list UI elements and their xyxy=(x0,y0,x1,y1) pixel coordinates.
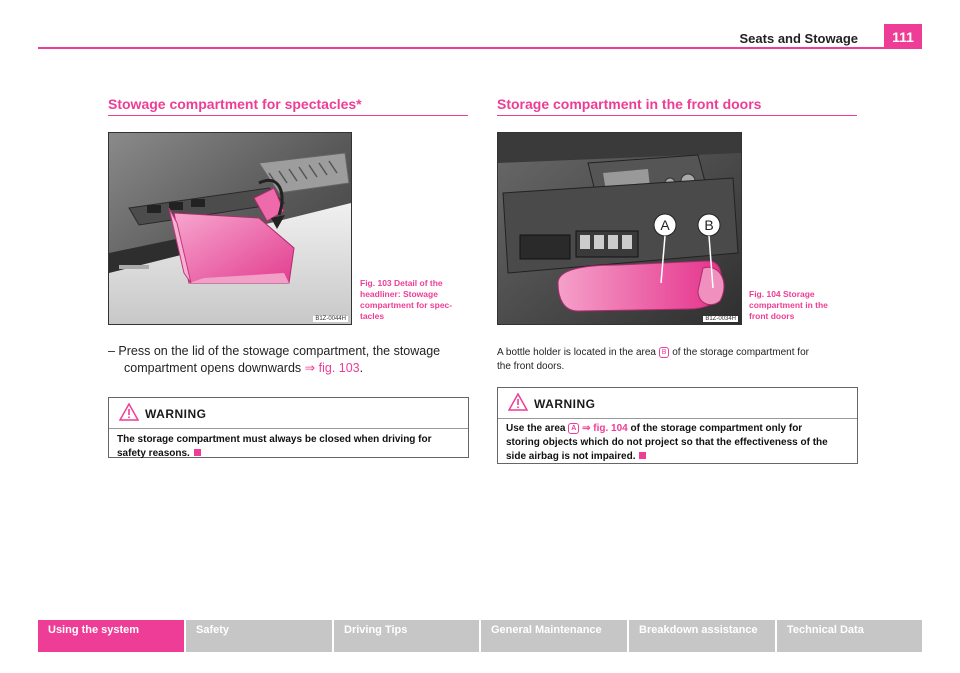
caption-line: compartment in the xyxy=(749,300,828,310)
caption-line: Fig. 104 Storage xyxy=(749,289,815,299)
warning-box-left xyxy=(108,397,469,458)
figure-104-door xyxy=(497,132,742,325)
warning-body xyxy=(109,429,468,467)
figure-103-code: B1Z-0044H xyxy=(315,316,346,322)
body-line: the front doors. xyxy=(497,361,565,372)
caption-line: Fig. 103 Detail of the xyxy=(360,278,443,288)
figure-103-headliner xyxy=(108,132,352,325)
warning-body xyxy=(498,419,857,470)
body-text: of the storage compartment for xyxy=(672,347,809,358)
section-heading-spectacles: Stowage compartment for spectacles* xyxy=(108,96,362,112)
end-of-section-marker xyxy=(194,449,201,456)
body-text: A bottle holder is located in the area xyxy=(497,347,656,358)
warning-text: of the storage compartment only for xyxy=(630,423,803,434)
instruction-period: . xyxy=(359,361,364,375)
section-rule-left xyxy=(108,115,468,116)
label-b: B xyxy=(704,217,714,233)
footer-tab-driving-tips[interactable]: Driving Tips xyxy=(334,620,479,652)
page-number: 111 xyxy=(884,24,922,48)
headliner-illustration xyxy=(109,133,351,324)
section-heading-front-doors: Storage compartment in the front doors xyxy=(497,96,762,112)
warning-text: side airbag is not impaired. xyxy=(506,451,636,462)
fig-104-link[interactable]: ⇒ fig. 104 xyxy=(582,423,628,434)
warning-text: safety reasons. xyxy=(117,448,190,459)
label-a: A xyxy=(660,217,670,233)
caption-line: tacles xyxy=(360,311,385,321)
warning-header xyxy=(109,398,468,429)
caption-line: headliner: Stowage xyxy=(360,289,438,299)
warning-header xyxy=(498,388,857,419)
fig-103-link[interactable]: ⇒ fig. 103 xyxy=(304,361,360,375)
header-rule xyxy=(38,47,922,49)
footer-tab-using-the-system[interactable]: Using the system xyxy=(38,620,184,652)
figure-103-caption xyxy=(360,278,470,322)
body-line xyxy=(497,346,867,360)
area-b-badge: B xyxy=(659,347,670,358)
warning-title: WARNING xyxy=(145,407,207,421)
section-rule-right xyxy=(497,115,857,116)
bottle-holder-text xyxy=(497,346,867,374)
end-of-section-marker xyxy=(639,452,646,459)
caption-line: front doors xyxy=(749,311,795,321)
warning-triangle-icon xyxy=(508,393,528,411)
warning-box-right xyxy=(497,387,858,464)
instruction-line-1: – Press on the lid of the stowage compartment, the stowage xyxy=(108,344,441,358)
area-a-badge: A xyxy=(568,423,579,434)
warning-line xyxy=(117,447,460,461)
figure-104-code: B1Z-0034H xyxy=(705,316,736,322)
warning-triangle-icon xyxy=(119,403,139,421)
footer-tab-technical-data[interactable]: Technical Data xyxy=(777,620,922,652)
warning-line: The storage compartment must always be closed when driving for xyxy=(117,434,432,445)
running-header-title: Seats and Stowage xyxy=(739,31,858,46)
footer-tab-breakdown-assistance[interactable]: Breakdown assistance xyxy=(629,620,775,652)
footer-tab-safety[interactable]: Safety xyxy=(186,620,332,652)
caption-line: compartment for spec- xyxy=(360,300,453,310)
warning-title: WARNING xyxy=(534,397,596,411)
instruction-line-2 xyxy=(108,360,478,377)
warning-text: Use the area xyxy=(506,423,566,434)
instruction-text: compartment opens downwards xyxy=(124,361,302,375)
warning-line: storing objects which do not project so that the effectiveness of the xyxy=(506,437,828,448)
warning-line xyxy=(506,450,849,464)
instruction-step xyxy=(108,343,478,377)
door-illustration xyxy=(498,133,741,324)
footer-tab-general-maintenance[interactable]: General Maintenance xyxy=(481,620,627,652)
figure-104-caption xyxy=(749,289,859,322)
warning-line xyxy=(506,422,849,436)
